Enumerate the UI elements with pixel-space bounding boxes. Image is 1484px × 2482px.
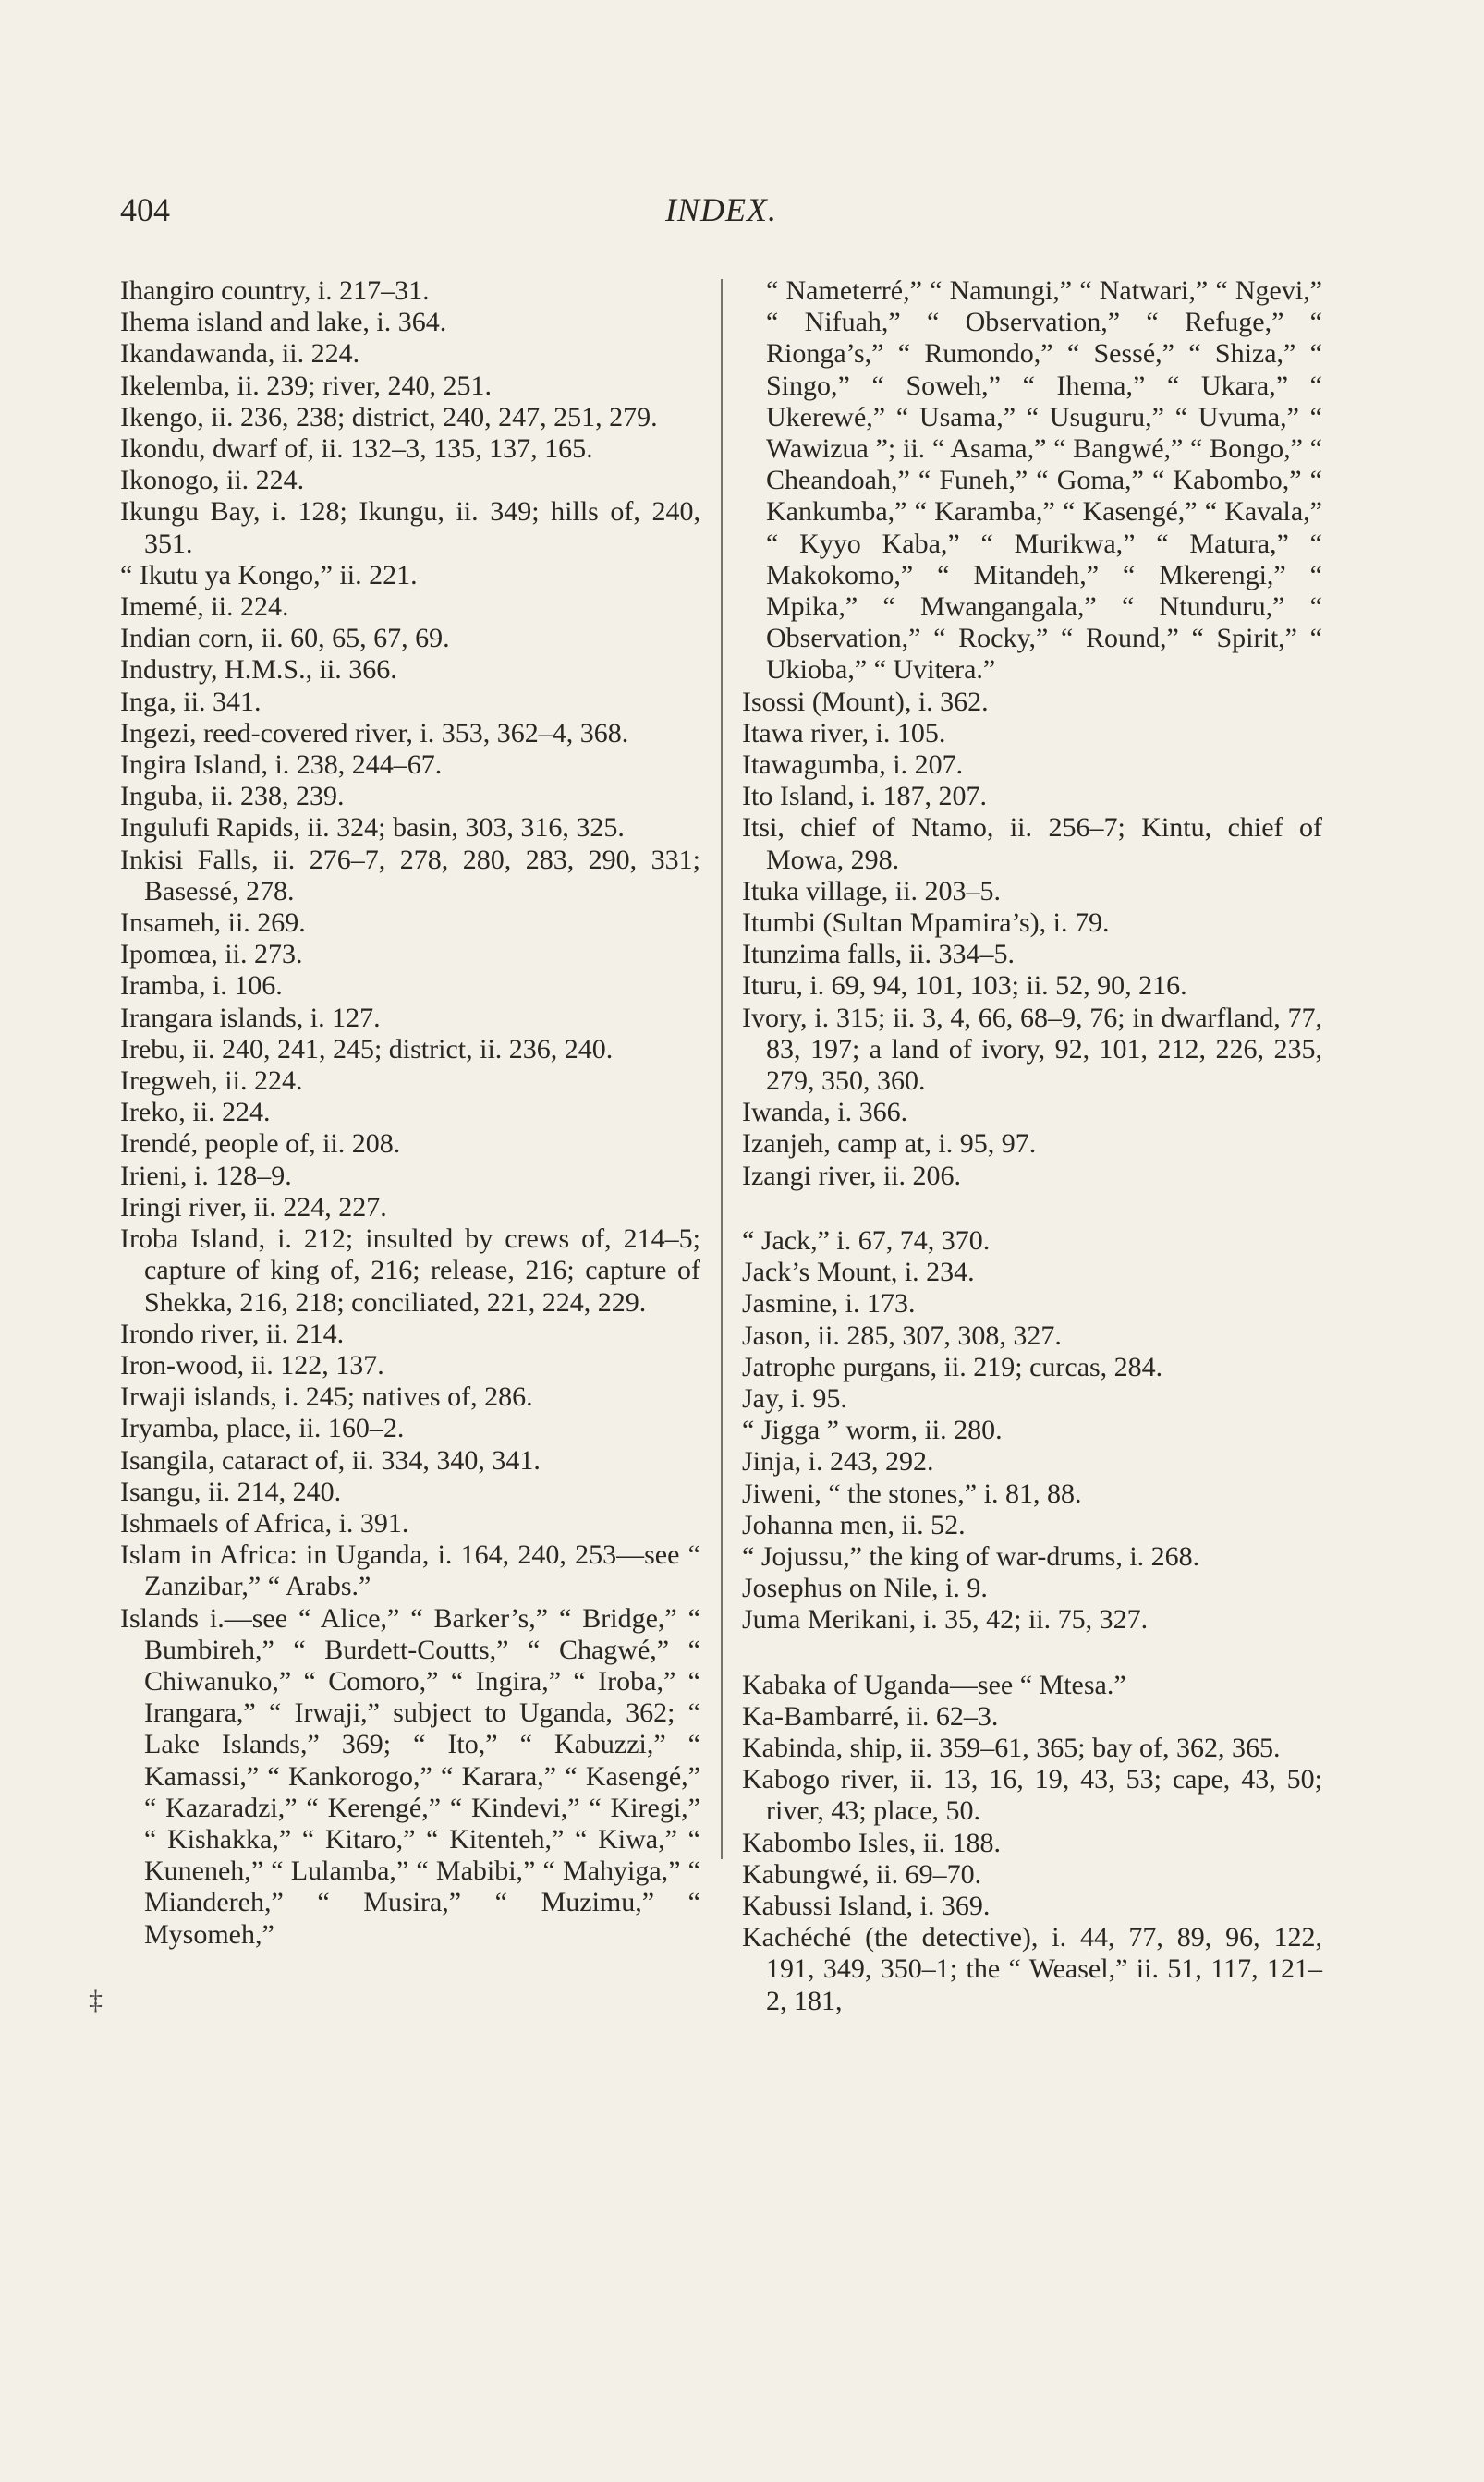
- index-entry: Iramba, i. 106.: [120, 970, 283, 1002]
- index-entry: Irieni, i. 128–9.: [120, 1160, 292, 1191]
- index-entry: Ihema island and lake, i. 364.: [120, 307, 447, 338]
- index-column-right: [742, 275, 1322, 2017]
- index-entry: Itawagumba, i. 207.: [742, 749, 964, 781]
- index-entry: Insameh, ii. 269.: [120, 907, 306, 939]
- index-entry: Ireko, ii. 224.: [120, 1097, 271, 1128]
- index-entry: Ituka village, ii. 203–5.: [742, 875, 1001, 906]
- column-divider: [721, 279, 723, 1859]
- index-entry: Industry, H.M.S., ii. 366.: [120, 654, 397, 686]
- index-entry: Jatrophe purgans, ii. 219; curcas, 284.: [742, 1351, 1163, 1382]
- index-entry: Islam in Africa: in Uganda, i. 164, 240, 253—see “ Zanzibar,” “ Arabs.”: [120, 1539, 700, 1602]
- index-entry: “ Nameterré,” “ Namungi,” “ Natwari,” “ Ngevi,” “ Nifuah,” “ Observation,” “ Refuge,” “ Rionga’s,” “ Rumondo,” “ Sessé,” “ Shiza,” “ Singo,” “ Soweh,” “ Ihema,” “ Ukara,” “ Ukerewé,” “ Usama,” “ Usuguru,” “ Uvuma,” “ Wawizua ”; ii. “ Asama,” “ Bangwé,” “ Bongo,” “ Cheandoah,” “ Funeh,” “ Goma,” “ Kabombo,” “ Kankumba,” “ Karamba,” “ Kasengé,” “ Kavala,” “ Kyyo Kaba,” “ Murikwa,” “ Matura,” “ Makokomo,” “ Mitandeh,” “ Mkerengi,” “ Mpika,” “ Mwangangala,” “ Ntunduru,” “ Observation,” “ Rocky,” “ Round,” “ Spirit,” “ Ukioba,” “ Uvitera.”: [766, 275, 1322, 686]
- index-entry: Ishmaels of Africa, i. 391.: [120, 1507, 409, 1539]
- index-entry: Ikandawanda, ii. 224.: [120, 338, 360, 370]
- index-entry: Kabombo Isles, ii. 188.: [742, 1827, 1001, 1858]
- section-gap: [742, 1636, 1322, 1670]
- index-entry: Iringi river, ii. 224, 227.: [120, 1191, 387, 1223]
- index-entry: Jiweni, “ the stones,” i. 81, 88.: [742, 1478, 1082, 1509]
- index-entry: Jay, i. 95.: [742, 1382, 847, 1414]
- index-entry: Kabussi Island, i. 369.: [742, 1890, 991, 1921]
- index-entry: Ikungu Bay, i. 128; Ikungu, ii. 349; hills of, 240, 351.: [120, 496, 700, 559]
- index-entry: Indian corn, ii. 60, 65, 67, 69.: [120, 623, 450, 654]
- index-entry: Irangara islands, i. 127.: [120, 1002, 381, 1033]
- index-entry: Isangu, ii. 214, 240.: [120, 1476, 342, 1507]
- index-entry: Kabungwé, ii. 69–70.: [742, 1858, 982, 1890]
- index-entry: Ikengo, ii. 236, 238; district, 240, 247, 251, 279.: [120, 401, 658, 432]
- index-entry: “ Jojussu,” the king of war-drums, i. 268.: [742, 1540, 1200, 1572]
- index-entry: Iregweh, ii. 224.: [120, 1065, 303, 1097]
- index-entry: Imemé, ii. 224.: [120, 591, 289, 623]
- index-entry: Izanjeh, camp at, i. 95, 97.: [742, 1128, 1037, 1160]
- index-entry: “ Ikutu ya Kongo,” ii. 221.: [120, 559, 418, 590]
- index-entry: Islands i.—see “ Alice,” “ Barker’s,” “ Bridge,” “ Bumbireh,” “ Burdett-Coutts,” “ Chagwé,” “ Chiwanuko,” “ Comoro,” “ Ingira,” “ Iroba,” “ Irangara,” “ Irwaji,” subject to Uganda, 362; “ Lake Islands,” 369; “ Ito,” “ Kabuzzi,” “ Kamassi,” “ Kankorogo,” “ Karara,” “ Kasengé,” “ Kazaradzi,” “ Kerengé,” “ Kindevi,” “ Kiregi,” “ Kishakka,” “ Kitaro,” “ Kitenteh,” “ Kiwa,” “ Kuneneh,” “ Lulamba,” “ Mabibi,” “ Mahyiga,” “ Miandereh,” “ Musira,” “ Muzimu,” “ Mysomeh,”: [120, 1602, 700, 1950]
- index-column-left: [120, 275, 700, 1951]
- index-entry: Irwaji islands, i. 245; natives of, 286.: [120, 1381, 533, 1413]
- running-head: [92, 190, 1419, 227]
- index-entry: Jinja, i. 243, 292.: [742, 1446, 934, 1478]
- index-entry: Kabogo river, ii. 13, 16, 19, 43, 53; cape, 43, 50; river, 43; place, 50.: [742, 1764, 1322, 1827]
- section-gap: [742, 1192, 1322, 1225]
- index-entry: Ivory, i. 315; ii. 3, 4, 66, 68–9, 76; in dwarfland, 77, 83, 197; a land of ivory, 92, 101, 212, 226, 235, 279, 350, 360.: [742, 1002, 1322, 1097]
- index-entry: Izangi river, ii. 206.: [742, 1160, 962, 1191]
- index-entry: Ingira Island, i. 238, 244–67.: [120, 749, 443, 781]
- index-entry: Ikelemba, ii. 239; river, 240, 251.: [120, 370, 493, 401]
- index-entry: Inga, ii. 341.: [120, 686, 262, 717]
- index-entry: “ Jack,” i. 67, 74, 370.: [742, 1224, 991, 1256]
- index-entry: Ipomœa, ii. 273.: [120, 939, 303, 970]
- index-entry: Isossi (Mount), i. 362.: [742, 686, 989, 717]
- index-entry: Itunzima falls, ii. 334–5.: [742, 939, 1015, 970]
- index-entry: Ikondu, dwarf of, ii. 132–3, 135, 137, 165.: [120, 433, 593, 465]
- index-entry: Itsi, chief of Ntamo, ii. 256–7; Kintu, chief of Mowa, 298.: [742, 812, 1322, 875]
- index-entry: Itawa river, i. 105.: [742, 717, 946, 748]
- index-entry: Itumbi (Sultan Mpamira’s), i. 79.: [742, 907, 1110, 939]
- index-entry: Ito Island, i. 187, 207.: [742, 781, 987, 812]
- margin-mark: ‡: [89, 1985, 103, 2015]
- index-entry: Ikonogo, ii. 224.: [120, 465, 305, 496]
- index-entry: Iron-wood, ii. 122, 137.: [120, 1349, 384, 1381]
- index-entry: Ingulufi Rapids, ii. 324; basin, 303, 316, 325.: [120, 812, 625, 844]
- running-title: INDEX.: [665, 191, 777, 228]
- page-number: 404: [120, 191, 170, 228]
- index-entry: “ Jigga ” worm, ii. 280.: [742, 1415, 1003, 1446]
- index-entry: Inguba, ii. 238, 239.: [120, 781, 345, 812]
- index-entry: Iwanda, i. 366.: [742, 1097, 908, 1128]
- index-entry: Juma Merikani, i. 35, 42; ii. 75, 327.: [742, 1604, 1149, 1636]
- index-entry: Inkisi Falls, ii. 276–7, 278, 280, 283, 290, 331; Basessé, 278.: [120, 844, 700, 906]
- index-entry: Jason, ii. 285, 307, 308, 327.: [742, 1320, 1062, 1351]
- index-entry: Kabaka of Uganda—see “ Mtesa.”: [742, 1669, 1126, 1700]
- index-entry: Irebu, ii. 240, 241, 245; district, ii. 236, 240.: [120, 1033, 614, 1065]
- index-entry: Ingezi, reed-covered river, i. 353, 362–4, 368.: [120, 717, 629, 748]
- index-entry: Iryamba, place, ii. 160–2.: [120, 1413, 405, 1444]
- index-entry: Josephus on Nile, i. 9.: [742, 1573, 988, 1604]
- index-entry: Ituru, i. 69, 94, 101, 103; ii. 52, 90, 216.: [742, 970, 1187, 1002]
- index-entry: Isangila, cataract of, ii. 334, 340, 341.: [120, 1444, 541, 1476]
- index-entry: Kachéché (the detective), i. 44, 77, 89, 96, 122, 191, 349, 350–1; the “ Weasel,” ii. 51, 117, 121–2, 181,: [742, 1922, 1322, 2016]
- index-entry: Ka-Bambarré, ii. 62–3.: [742, 1700, 999, 1732]
- index-entry: Irondo river, ii. 214.: [120, 1318, 345, 1349]
- index-entry: Iroba Island, i. 212; insulted by crews of, 214–5; capture of king of, 216; release, 216; capture of Shekka, 216, 218; conciliated, 221, 224, 229.: [120, 1223, 700, 1318]
- index-entry: Irendé, people of, ii. 208.: [120, 1128, 401, 1160]
- index-entry: Jasmine, i. 173.: [742, 1288, 916, 1320]
- index-entry: Johanna men, ii. 52.: [742, 1509, 966, 1540]
- index-entry: Kabinda, ship, ii. 359–61, 365; bay of, 362, 365.: [742, 1732, 1281, 1763]
- index-entry: Jack’s Mount, i. 234.: [742, 1257, 975, 1288]
- index-entry: Ihangiro country, i. 217–31.: [120, 275, 430, 306]
